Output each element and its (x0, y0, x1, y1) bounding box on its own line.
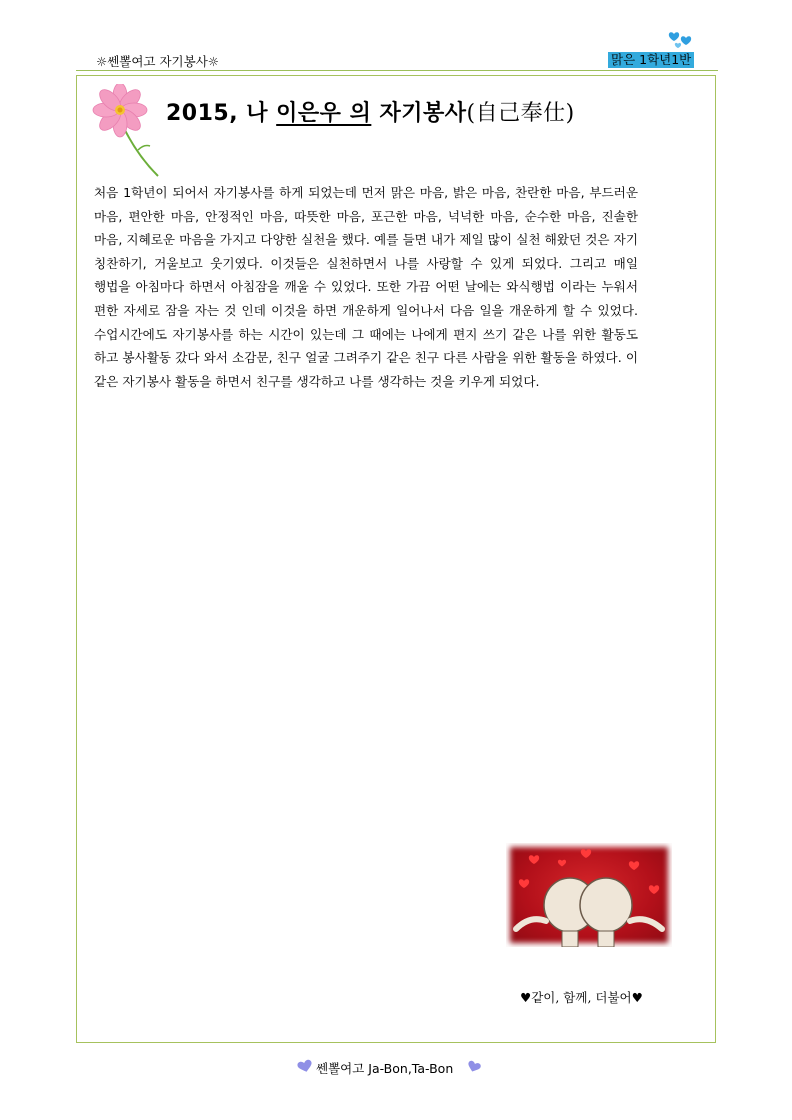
cosmos-flower-icon (92, 84, 168, 178)
page-footer (296, 1058, 496, 1078)
page-title (166, 96, 575, 127)
footer-text: 쎈뽈여고 Ja-Bon,Ta-Bon (316, 1061, 454, 1076)
body-paragraph: 처음 1학년이 되어서 자기봉사를 하게 되었는데 먼저 맑은 마음, 밝은 마음, 찬란한 마음, 부드러운 마음, 편안한 마음, 안정적인 마음, 따뜻한 마음, 포근한 마음, 넉넉한 마음, 순수한 마음, 진솔한 마음, 지혜로운 마음을 가지고 다양한 실천을 했다. 예를 들면 내가 제일 많이 실천 해왔던 것은 자기 칭찬하기, 거울보고 웃기였다. 이것들은 실천하면서 나를 사랑할 수 있게 되었다. 그리고 매일 행법을 아침마다 하면서 아침잠을 깨울 수 있었다. 또한 가끔 어떤 날에는 와식행법 이라는 누워서 편한 자세로 잠을 자는 것 인데 이것을 하면 개운하게 일어나서 다음 일을 개운하게 할 수 있었다. 수업시간에도 자기봉사를 하는 시간이 있는데 그 때에는 나에게 편지 쓰기 같은 나를 위한 활동도 하고 봉사활동 갔다 와서 소감문, 친구 얼굴 그려주기 같은 친구 다른 사람을 위한 활동을 하였다. 이 같은 자기봉사 활동을 하면서 친구를 생각하고 나를 생각하는 것을 키우게 되었다. (94, 185, 638, 389)
title-hanja: (自己奉仕) (466, 101, 575, 126)
heart-left-icon (296, 1058, 314, 1074)
couple-illustration (506, 843, 672, 947)
header-divider (76, 70, 718, 71)
heart-right-icon (466, 1059, 482, 1074)
student-name: 이은우 의 (276, 101, 372, 126)
header-school-label: ☼쎈뽈여고 자기봉사☼ (96, 54, 219, 69)
photo-caption: ♥같이, 함께, 더불어♥ (520, 990, 643, 1005)
title-suffix: 자기봉사 (371, 101, 467, 126)
heart-cluster-icon (666, 30, 696, 52)
header-class-label: 맑은 1학년1반 (608, 52, 694, 68)
couple-hug-image (506, 843, 672, 947)
header-class-block (608, 30, 700, 70)
title-prefix: 2015, 나 (166, 101, 277, 126)
